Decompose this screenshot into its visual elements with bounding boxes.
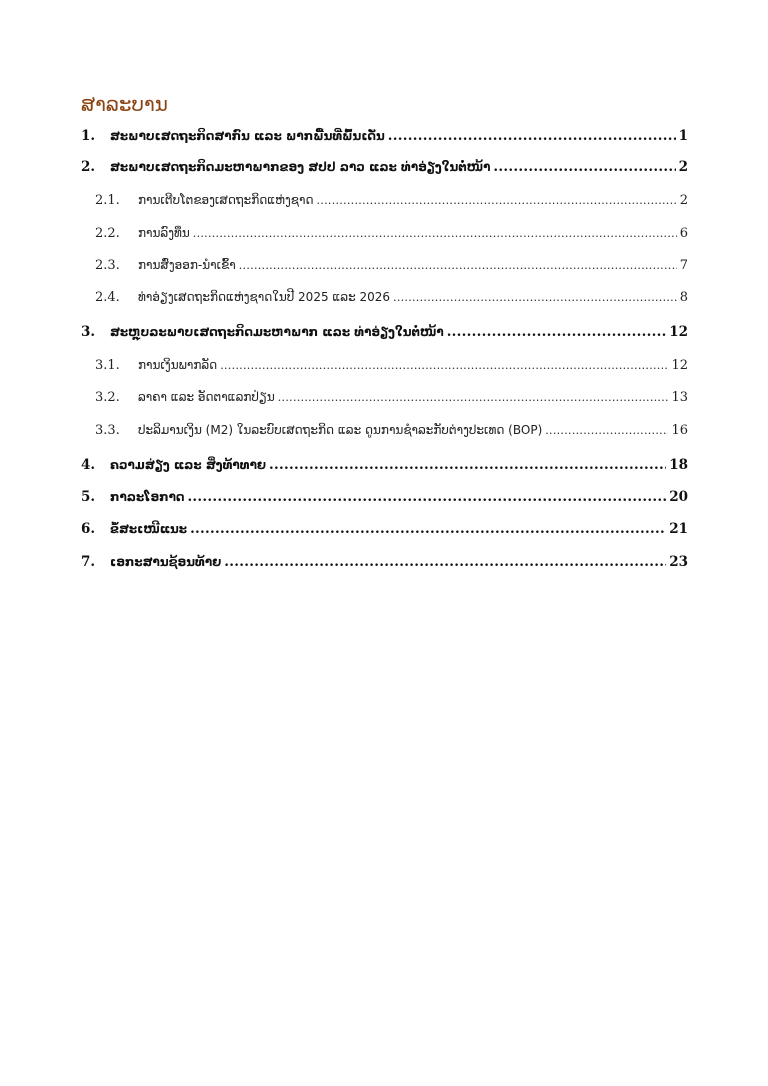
toc-entry[interactable] (81, 159, 688, 175)
toc-entry[interactable] (95, 358, 688, 373)
toc-dot-leader (193, 226, 677, 241)
toc-dot-leader (224, 554, 666, 570)
toc-entry-page: 20 (669, 489, 688, 505)
toc-entry-page: 12 (669, 324, 688, 340)
toc-dot-leader (317, 193, 677, 208)
toc-heading: ສາລະບານ (81, 92, 168, 116)
toc-entry-number: 1. (81, 128, 96, 144)
toc-entry-title: ສະພາບເສດຖະກິດມະຫາພາກຂອງ ສປປ ລາວ ແລະ ທ່າອ່ຽງໃນຕໍ່ໜ້າ (110, 160, 491, 174)
toc-entry[interactable] (95, 390, 688, 405)
toc-entry-page: 2 (679, 193, 688, 208)
toc-entry-title: ການສົ່ງອອກ-ນຳເຂົ້າ (138, 258, 236, 272)
toc-entry[interactable] (95, 290, 688, 305)
toc-entry-number: 5. (81, 489, 96, 505)
toc-entry[interactable] (81, 324, 688, 340)
toc-entry[interactable] (81, 128, 688, 144)
toc-entry-title: ຄວາມສ່ຽງ ແລະ ສິ່ງທ້າທາຍ (110, 458, 267, 472)
toc-entry-number: 3.1. (95, 358, 120, 373)
toc-entry-number: 3.3. (95, 423, 120, 438)
toc-entry-page: 21 (669, 521, 688, 537)
toc-entry-page: 12 (671, 358, 688, 373)
toc-entry-page: 16 (671, 423, 688, 438)
toc-entry-title: ສະພາບເສດຖະກິດສາກົນ ແລະ ພາກພື້ນທີ່ພົ້ນເດັ່ນ (110, 129, 385, 143)
toc-entry-page: 6 (679, 226, 688, 241)
toc-dot-leader (388, 128, 676, 144)
toc-entry-number: 2.3. (95, 258, 120, 273)
toc-entry-page: 8 (679, 290, 688, 305)
toc-entry-number: 2.4. (95, 290, 120, 305)
toc-entry-title: ຂໍ້ສະເໜີແນະ (110, 522, 188, 536)
toc-dot-leader (220, 358, 668, 373)
toc-entry-page: 7 (679, 258, 688, 273)
toc-entry-title: ການເຕີບໂຕຂອງເສດຖະກິດແຫ່ງຊາດ (138, 193, 314, 207)
toc-entry[interactable] (95, 193, 688, 208)
toc-dot-leader (545, 423, 668, 438)
toc-entry[interactable] (95, 258, 688, 273)
toc-entry[interactable] (81, 521, 688, 537)
toc-entry[interactable] (95, 423, 688, 438)
toc-entry-number: 3. (81, 324, 96, 340)
toc-entry[interactable] (81, 489, 688, 505)
toc-dot-leader (269, 457, 666, 473)
toc-dot-leader (393, 290, 677, 305)
toc-dot-leader (239, 258, 677, 273)
toc-entry-number: 6. (81, 521, 96, 537)
toc-entry[interactable] (81, 457, 688, 473)
toc-dot-leader (447, 324, 667, 340)
toc-entry-page: 13 (671, 390, 688, 405)
toc-entry-page: 2 (678, 159, 688, 175)
toc-entry-title: ກາລະໂອກາດ (110, 490, 185, 504)
toc-entry[interactable] (81, 554, 688, 570)
toc-entry-title: ສະຫຼຸບລະພາບເສດຖະກິດມະຫາພາກ ແລະ ທ່າອ່ຽງໃນຕໍ່ໜ້າ (110, 325, 444, 339)
toc-entry-title: ການລົງທຶນ (138, 226, 190, 240)
toc-entry-page: 23 (669, 554, 688, 570)
toc-entry-title: ລາຄາ ແລະ ອັດຕາແລກປ່ຽນ (138, 390, 275, 404)
toc-entry-title: ເອກະສານຊ້ອນທ້າຍ (110, 555, 222, 569)
toc-dot-leader (190, 521, 666, 537)
toc-entry-number: 3.2. (95, 390, 120, 405)
toc-entry-number: 2.1. (95, 193, 120, 208)
toc-dot-leader (187, 489, 666, 505)
toc-entry-title: ປະລິມານເງິນ (M2) ໃນລະບົບເສດຖະກິດ ແລະ ດູນການຊໍາລະກັບຕ່າງປະເທດ (BOP) (138, 423, 543, 437)
toc-entry-number: 7. (81, 554, 96, 570)
toc-dot-leader (278, 390, 669, 405)
toc-entry-number: 4. (81, 457, 96, 473)
toc-entry-page: 18 (669, 457, 688, 473)
toc-entry-title: ທ່າອ່ຽງເສດຖະກິດແຫ່ງຊາດໃນປີ 2025 ແລະ 2026 (138, 290, 391, 304)
toc-entry-title: ການເງິນພາກລັດ (138, 358, 218, 372)
toc-entry-page: 1 (678, 128, 688, 144)
toc-entry-number: 2.2. (95, 226, 120, 241)
toc-entry-number: 2. (81, 159, 96, 175)
toc-dot-leader (493, 159, 675, 175)
toc-entry[interactable] (95, 226, 688, 241)
